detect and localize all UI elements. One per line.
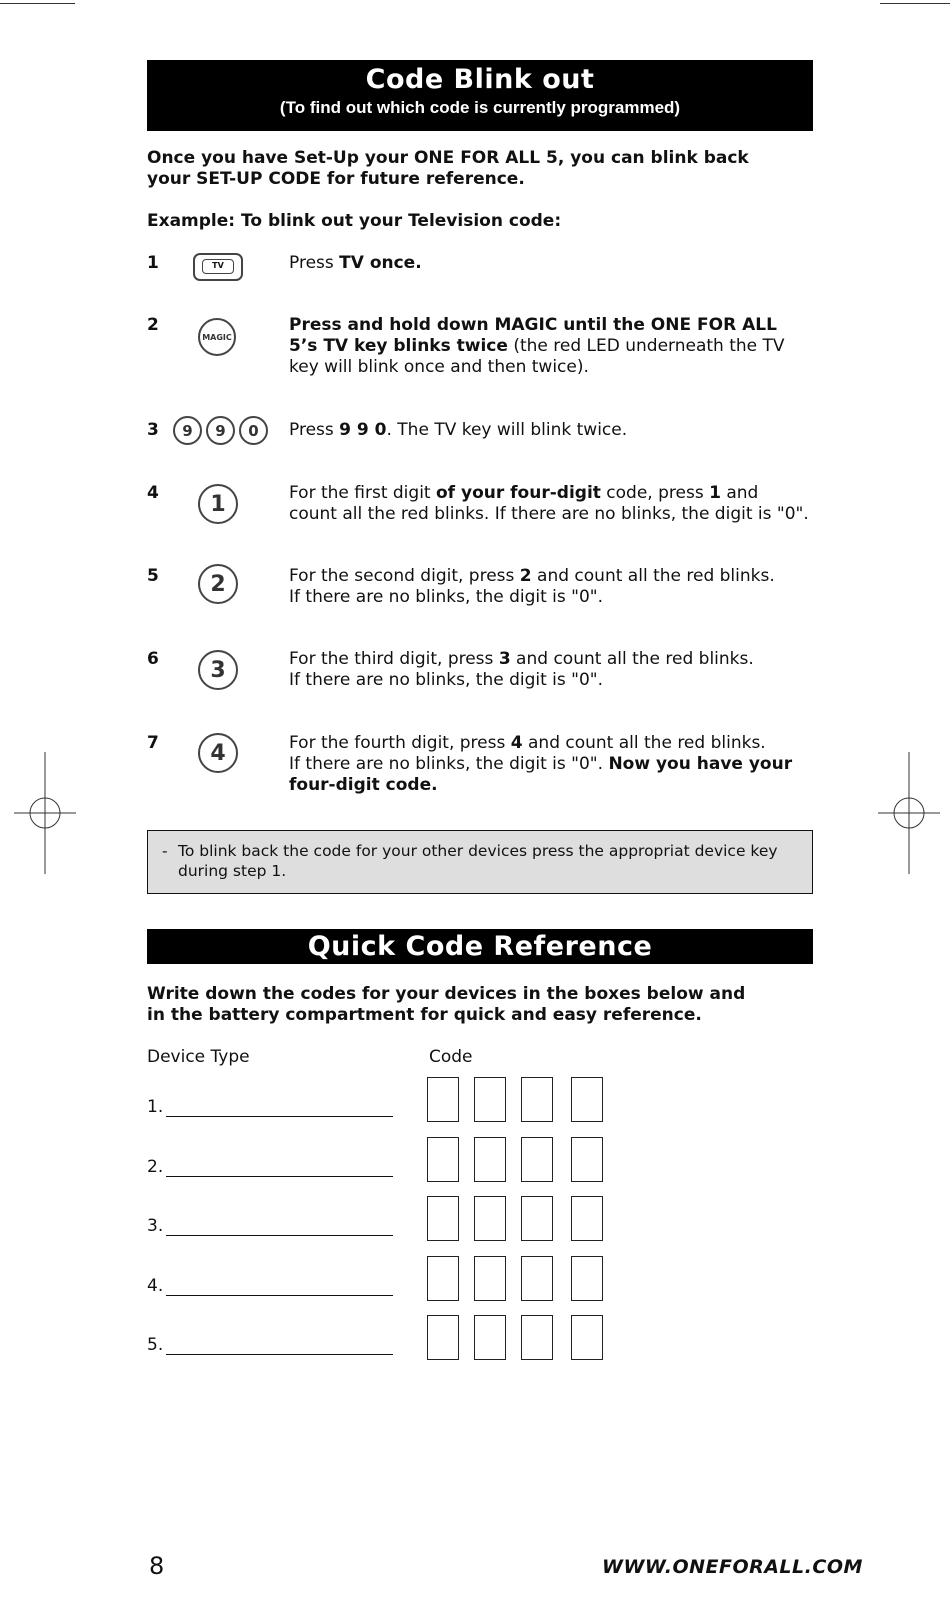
device-row-number: 5. xyxy=(147,1335,164,1355)
crop-mark-top-left xyxy=(0,3,75,4)
code-digit-box xyxy=(474,1077,506,1122)
step-text-run: . The TV key will blink twice. xyxy=(386,420,628,440)
step-text-1 xyxy=(289,253,809,274)
digit-key-0-icon: 0 xyxy=(239,416,268,445)
page-number: 8 xyxy=(149,1552,165,1580)
code-digit-box xyxy=(521,1077,553,1122)
device-type-field xyxy=(166,1354,393,1355)
step-number-1: 1 xyxy=(147,253,159,273)
step-number-5: 5 xyxy=(147,566,159,586)
example-heading: Example: To blink out your Television code: xyxy=(147,211,562,231)
section-title: Code Blink out xyxy=(365,64,595,95)
step-text-run: and count all the red blinks. xyxy=(510,649,754,669)
step-text-run: TV once. xyxy=(339,253,422,273)
step-text-run: For the second digit, press xyxy=(289,566,520,586)
step-number-6: 6 xyxy=(147,649,159,669)
device-row-number: 2. xyxy=(147,1156,164,1177)
step-text-run: 9 9 0 xyxy=(339,420,387,440)
digit-key-9-icon: 9 xyxy=(206,416,235,445)
code-digit-box xyxy=(571,1196,603,1241)
registration-mark-right-icon xyxy=(878,752,940,874)
step-text-run: 1 xyxy=(709,483,721,503)
step-number-2: 2 xyxy=(147,315,159,335)
device-type-label: Device Type xyxy=(147,1047,250,1067)
code-blink-out-header xyxy=(147,60,813,131)
step-text-run: Press xyxy=(289,420,340,440)
code-digit-box xyxy=(521,1137,553,1182)
code-digit-box xyxy=(427,1077,459,1122)
quick-code-intro: Write down the codes for your devices in the boxes below and in the battery compartment for quick and easy reference. xyxy=(147,984,746,1025)
step-text-run: code, press xyxy=(600,483,710,503)
step-text-run: and count all the red blinks. If there are no blinks, the digit is "0". xyxy=(289,483,809,524)
code-digit-box xyxy=(571,1256,603,1301)
crop-mark-top-right xyxy=(880,3,950,4)
step-text-run: If there are no blinks, the digit is "0". xyxy=(289,587,604,607)
code-digit-box xyxy=(521,1315,553,1360)
step-text-3 xyxy=(289,420,809,441)
device-type-field xyxy=(166,1235,393,1236)
website-url: WWW.ONEFORALL.COM xyxy=(602,1556,863,1578)
tv-key-icon xyxy=(193,253,243,281)
step-text-run: If there are no blinks, the digit is "0". xyxy=(289,670,604,690)
digit-1-key-icon: 1 xyxy=(198,484,238,524)
step-text-run: For the first digit xyxy=(289,483,436,503)
section2-title: Quick Code Reference xyxy=(307,931,653,962)
step-text-6 xyxy=(289,649,809,691)
intro-paragraph: Once you have Set-Up your ONE FOR ALL 5, you can blink back your SET-UP CODE for future reference. xyxy=(147,148,749,189)
step-text-run: If there are no blinks, the digit is "0". xyxy=(289,754,609,774)
code-digit-box xyxy=(474,1196,506,1241)
step-text-run: 4 xyxy=(510,733,523,753)
registration-mark-left-icon xyxy=(14,752,76,874)
code-digit-box xyxy=(474,1137,506,1182)
code-digit-box xyxy=(474,1315,506,1360)
step-text-run: Press xyxy=(289,253,340,273)
tv-key-label: TV xyxy=(202,259,234,274)
magic-key-label: MAGIC xyxy=(202,332,232,342)
code-digit-box xyxy=(427,1196,459,1241)
step-text-2 xyxy=(289,315,809,378)
section-subtitle: (To find out which code is currently programmed) xyxy=(279,98,681,117)
step-number-4: 4 xyxy=(147,483,159,503)
device-row-number: 4. xyxy=(147,1275,164,1296)
step-text-run: Press and hold down MAGIC until the ONE FOR ALL 5’s TV key blinks twice xyxy=(289,315,777,356)
step-text-run: For the third digit, press xyxy=(289,649,499,669)
step-text-run: (the red LED underneath the TV key will blink once and then twice). xyxy=(289,336,785,377)
note-dash: - xyxy=(162,842,168,860)
step-text-run: 3 xyxy=(498,649,511,669)
step-text-5 xyxy=(289,566,809,608)
magic-key-icon xyxy=(198,318,236,356)
digit-2-key-icon: 2 xyxy=(198,564,238,604)
code-digit-box xyxy=(474,1256,506,1301)
device-row-number: 3. xyxy=(147,1216,164,1236)
note-text: To blink back the code for your other devices press the appropriat device key during step 1. xyxy=(178,842,778,880)
code-digit-box xyxy=(521,1256,553,1301)
digit-4-key-icon: 4 xyxy=(198,733,238,773)
code-digit-box xyxy=(427,1315,459,1360)
step-text-run: and count all the red blinks. xyxy=(522,733,766,753)
code-digit-box xyxy=(571,1077,603,1122)
device-type-field xyxy=(166,1295,393,1296)
code-digit-box xyxy=(571,1137,603,1182)
code-label: Code xyxy=(429,1047,473,1067)
device-row-number: 1. xyxy=(147,1097,164,1117)
digit-3-key-icon: 3 xyxy=(198,650,238,690)
code-digit-box xyxy=(571,1315,603,1360)
step-text-7 xyxy=(289,733,809,796)
code-digit-box xyxy=(427,1256,459,1301)
quick-code-reference-header xyxy=(147,929,813,964)
note-box xyxy=(147,830,813,894)
step-text-run: of your four-digit xyxy=(436,483,601,503)
step-number-3: 3 xyxy=(147,420,159,440)
step-text-run: For the fourth digit, press xyxy=(289,733,511,753)
step-text-4 xyxy=(289,483,809,525)
device-type-field xyxy=(166,1116,393,1117)
device-type-field xyxy=(166,1176,393,1177)
step-number-7: 7 xyxy=(147,733,159,753)
step-text-run: and count all the red blinks. xyxy=(531,566,775,586)
step-text-run: Now you have your four-digit code. xyxy=(289,754,793,795)
code-digit-box xyxy=(427,1137,459,1182)
code-digit-box xyxy=(521,1196,553,1241)
step-text-run: 2 xyxy=(519,566,532,586)
digit-key-9-icon: 9 xyxy=(173,416,202,445)
